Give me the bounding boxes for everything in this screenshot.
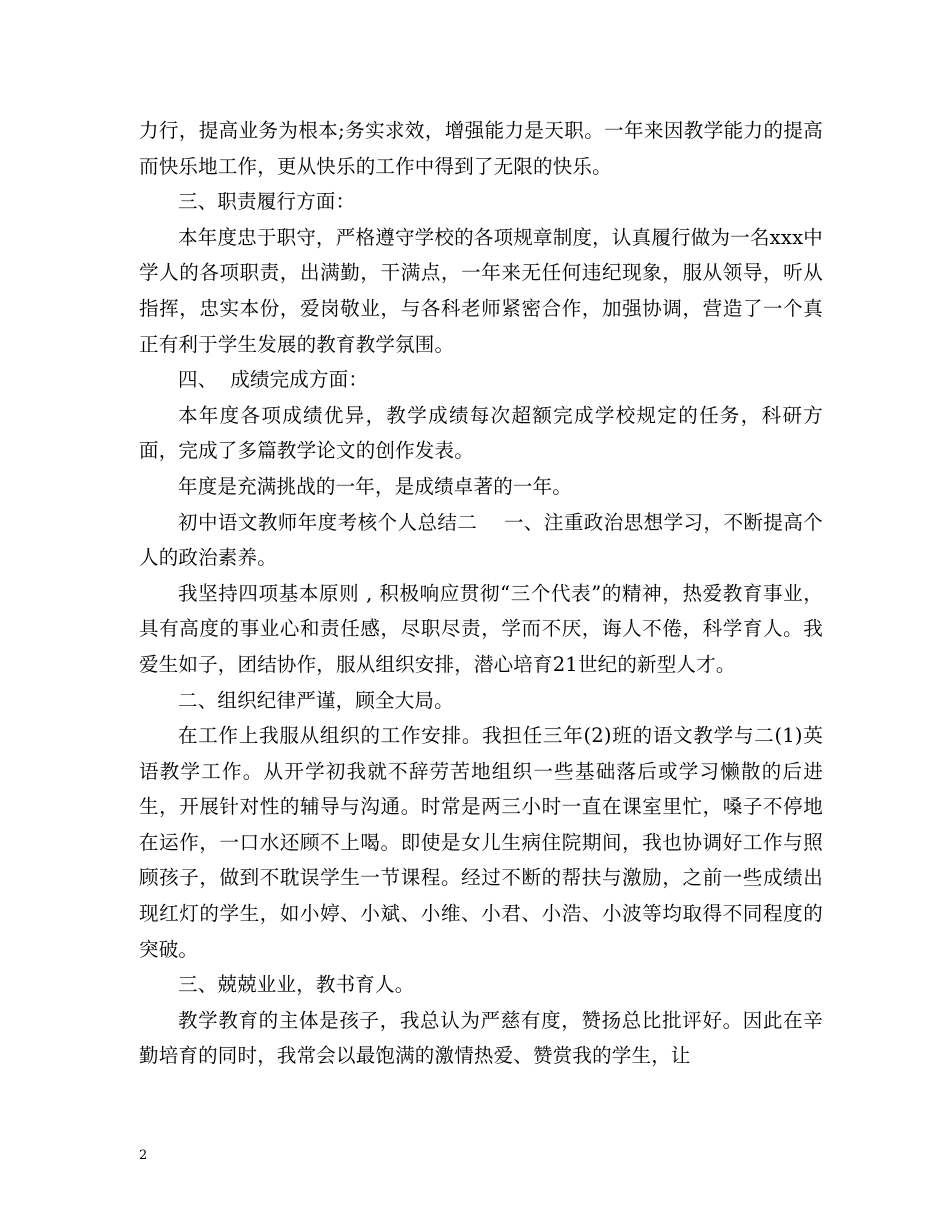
paragraph-7: 初中语文教师年度考核个人总结二 一、注重政治思想学习，不断提高个人的政治素养。 (139, 510, 823, 570)
paragraph-10: 在工作上我服从组织的工作安排。我担任三年(2)班的语文教学与二(1)英语教学工作。从开学初我就不辞劳苦地组织一些基础落后或学习懒散的后进生，开展针对性的辅导与沟通。时常是两三小时一直在课室里忙，嗓子不停地在运作，一口水还顾不上喝。即使是女儿生病住院期间，我也协调好工作与照顾孩子，做到不耽误学生一节课程。经过不断的帮扶与激励，之前一些成绩出现红灯的学生，如小婷、小斌、小维、小君、小浩、小波等均取得不同程度的突破。 (139, 724, 823, 961)
paragraph-6: 年度是充满挑战的一年，是成绩卓著的一年。 (178, 474, 573, 498)
paragraph-5: 本年度各项成绩优异，教学成绩每次超额完成学校规定的任务，科研方面，完成了多篇教学论文的创作发表。 (139, 403, 823, 463)
paragraph-8: 我坚持四项基本原则 , 积极响应贯彻“三个代表”的精神，热爱教育事业，具有高度的事业心和责任感，尽职尽责，学而不厌，诲人不倦，科学育人。我爱生如子，团结协作，服从组织安排，潜心培育21世纪的新型人才。 (139, 581, 823, 676)
document-body (139, 113, 823, 1074)
paragraph-3: 本年度忠于职守，严格遵守学校的各项规章制度，认真履行做为一名xxx中学人的各项职责，出满勤，干满点，一年来无任何违纪现象，服从领导，听从指挥，忠实本份，爱岗敬业，与各科老师紧密合作，加强协调，营造了一个真正有利于学生发展的教育教学氛围。 (139, 225, 823, 356)
paragraph-4: 四、 成绩完成方面： (178, 368, 369, 392)
page-number: 2 (139, 1148, 148, 1163)
paragraph-1: 力行，提高业务为根本;务实求效，增强能力是天职。一年来因教学能力的提高而快乐地工作，更从快乐的工作中得到了无限的快乐。 (139, 119, 823, 178)
paragraph-12: 教学教育的主体是孩子，我总认为严慈有度，赞扬总比批评好。因此在辛勤培育的同时，我常会以最饱满的激情热爱、赞赏我的学生，让 (139, 1008, 823, 1068)
paragraph-11: 三、兢兢业业，教书育人。 (178, 973, 415, 997)
paragraph-9: 二、组织纪律严谨，顾全大局。 (178, 688, 454, 712)
paragraph-2: 三、职责履行方面： (178, 190, 356, 214)
